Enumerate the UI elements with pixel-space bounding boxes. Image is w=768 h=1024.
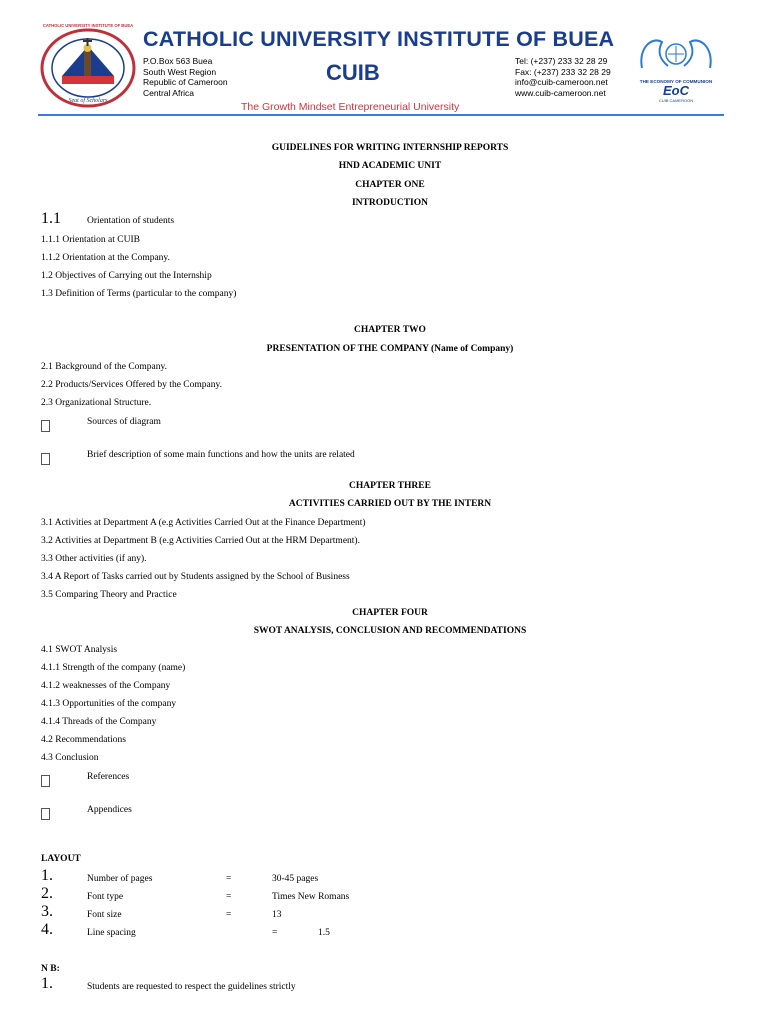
list-item: 3.1 Activities at Department A (e.g Activities Carried Out at the Finance Department) [41, 518, 366, 528]
eoc-caption: THE ECONOMY OF COMMUNION [639, 79, 713, 84]
list-item: 4.3 Conclusion [41, 753, 99, 763]
list-item: 2.3 Organizational Structure. [41, 398, 152, 408]
phone: Tel: (+237) 233 32 28 29 [515, 56, 608, 66]
layout-row-equals: = [226, 874, 232, 884]
list-item: 4.2 Recommendations [41, 735, 126, 745]
layout-row-value: 13 [272, 910, 282, 920]
layout-row-number: 1. [41, 867, 53, 884]
layout-row-equals: = [226, 910, 232, 920]
layout-row-label: Font type [87, 892, 124, 902]
postal-address [143, 56, 228, 98]
chapter-one-heading: CHAPTER ONE [355, 180, 425, 190]
university-seal-logo [40, 23, 136, 124]
list-item: References [87, 772, 130, 782]
nb-heading: N B: [41, 964, 60, 974]
missing-glyph-bullet-icon [41, 420, 50, 432]
seal-ring-text: CATHOLIC UNIVERSITY INSTITUTE OF BUEA [42, 23, 134, 28]
list-item: Sources of diagram [87, 417, 161, 427]
list-item: 2.2 Products/Services Offered by the Company. [41, 380, 222, 390]
eoc-logo [628, 28, 724, 104]
section-number: 1.1 [41, 210, 61, 227]
university-acronym: CUIB [326, 60, 380, 85]
chapter-one-subheading: INTRODUCTION [351, 198, 428, 208]
header-divider [38, 114, 724, 116]
list-item: 4.1.3 Opportunities of the company [41, 699, 177, 709]
layout-row-value: 1.5 [318, 928, 330, 938]
list-item: Appendices [87, 805, 132, 815]
list-item: 4.1.4 Threads of the Company [41, 717, 157, 727]
address-line: South West Region [143, 66, 217, 77]
layout-row-equals: = [272, 928, 278, 938]
list-item: 4.1.2 weaknesses of the Company [41, 681, 171, 691]
university-name: CATHOLIC UNIVERSITY INSTITUTE OF BUEA [143, 27, 615, 51]
address-line: P.O.Box 563 Buea [143, 56, 213, 66]
list-item: 1.1.1 Orientation at CUIB [41, 235, 140, 245]
layout-row-value: Times New Romans [272, 892, 350, 902]
nb-text: Students are requested to respect the guidelines strictly [87, 982, 296, 992]
chapter-two-subheading: PRESENTATION OF THE COMPANY (Name of Company) [266, 344, 514, 354]
website-link[interactable]: www.cuib-cameroon.net [515, 87, 606, 98]
missing-glyph-bullet-icon [41, 775, 50, 787]
seal-motto: Seat of Scholars [68, 98, 108, 104]
layout-row-label: Line spacing [87, 928, 136, 938]
chapter-three-subheading: ACTIVITIES CARRIED OUT BY THE INTERN [288, 499, 492, 509]
seal-graphic [40, 28, 136, 108]
list-item: 3.3 Other activities (if any). [41, 554, 147, 564]
missing-glyph-bullet-icon [41, 453, 50, 465]
list-item: 1.3 Definition of Terms (particular to the company) [41, 289, 237, 299]
layout-row-number: 4. [41, 921, 53, 938]
eoc-abbr: EoC [663, 83, 689, 98]
tagline: The Growth Mindset Entrepreneurial University [241, 101, 460, 113]
eoc-sub: CUIB CAMEROON [658, 98, 694, 103]
layout-row-number: 3. [41, 903, 53, 920]
contact-info [515, 56, 611, 98]
address-line: Central Africa [143, 87, 195, 98]
layout-row-number: 2. [41, 885, 53, 902]
list-item: Brief description of some main functions and how the units are related [87, 450, 355, 460]
list-item: Orientation of students [87, 216, 175, 226]
list-item: 1.2 Objectives of Carrying out the Internship [41, 271, 212, 281]
list-item: 4.1.1 Strength of the company (name) [41, 663, 186, 673]
list-item: 3.2 Activities at Department B (e.g Activities Carried Out at the HRM Department). [41, 536, 360, 546]
list-item: 3.5 Comparing Theory and Practice [41, 590, 177, 600]
address-line: Republic of Cameroon [143, 77, 228, 87]
hands-graphic [628, 28, 724, 76]
fax: Fax: (+237) 233 32 28 29 [515, 66, 611, 77]
unit-title: HND ACADEMIC UNIT [338, 161, 442, 171]
list-item: 1.1.2 Orientation at the Company. [41, 253, 170, 263]
nb-number: 1. [41, 975, 53, 992]
missing-glyph-bullet-icon [41, 808, 50, 820]
layout-row-label: Font size [87, 910, 122, 920]
layout-heading: LAYOUT [41, 854, 81, 864]
layout-row-value: 30-45 pages [272, 874, 319, 884]
chapter-three-heading: CHAPTER THREE [349, 481, 431, 491]
list-item: 3.4 A Report of Tasks carried out by Students assigned by the School of Business [41, 572, 350, 582]
list-item: 4.1 SWOT Analysis [41, 645, 118, 655]
email-link[interactable]: info@cuib-cameroon.net [515, 77, 608, 87]
chapter-four-heading: CHAPTER FOUR [352, 608, 428, 618]
list-item: 2.1 Background of the Company. [41, 362, 168, 372]
layout-row-equals: = [226, 892, 232, 902]
chapter-two-heading: CHAPTER TWO [354, 325, 426, 335]
document-title: GUIDELINES FOR WRITING INTERNSHIP REPORTS [271, 143, 509, 153]
chapter-four-subheading: SWOT ANALYSIS, CONCLUSION AND RECOMMENDATIONS [253, 626, 527, 636]
layout-row-label: Number of pages [87, 874, 153, 884]
